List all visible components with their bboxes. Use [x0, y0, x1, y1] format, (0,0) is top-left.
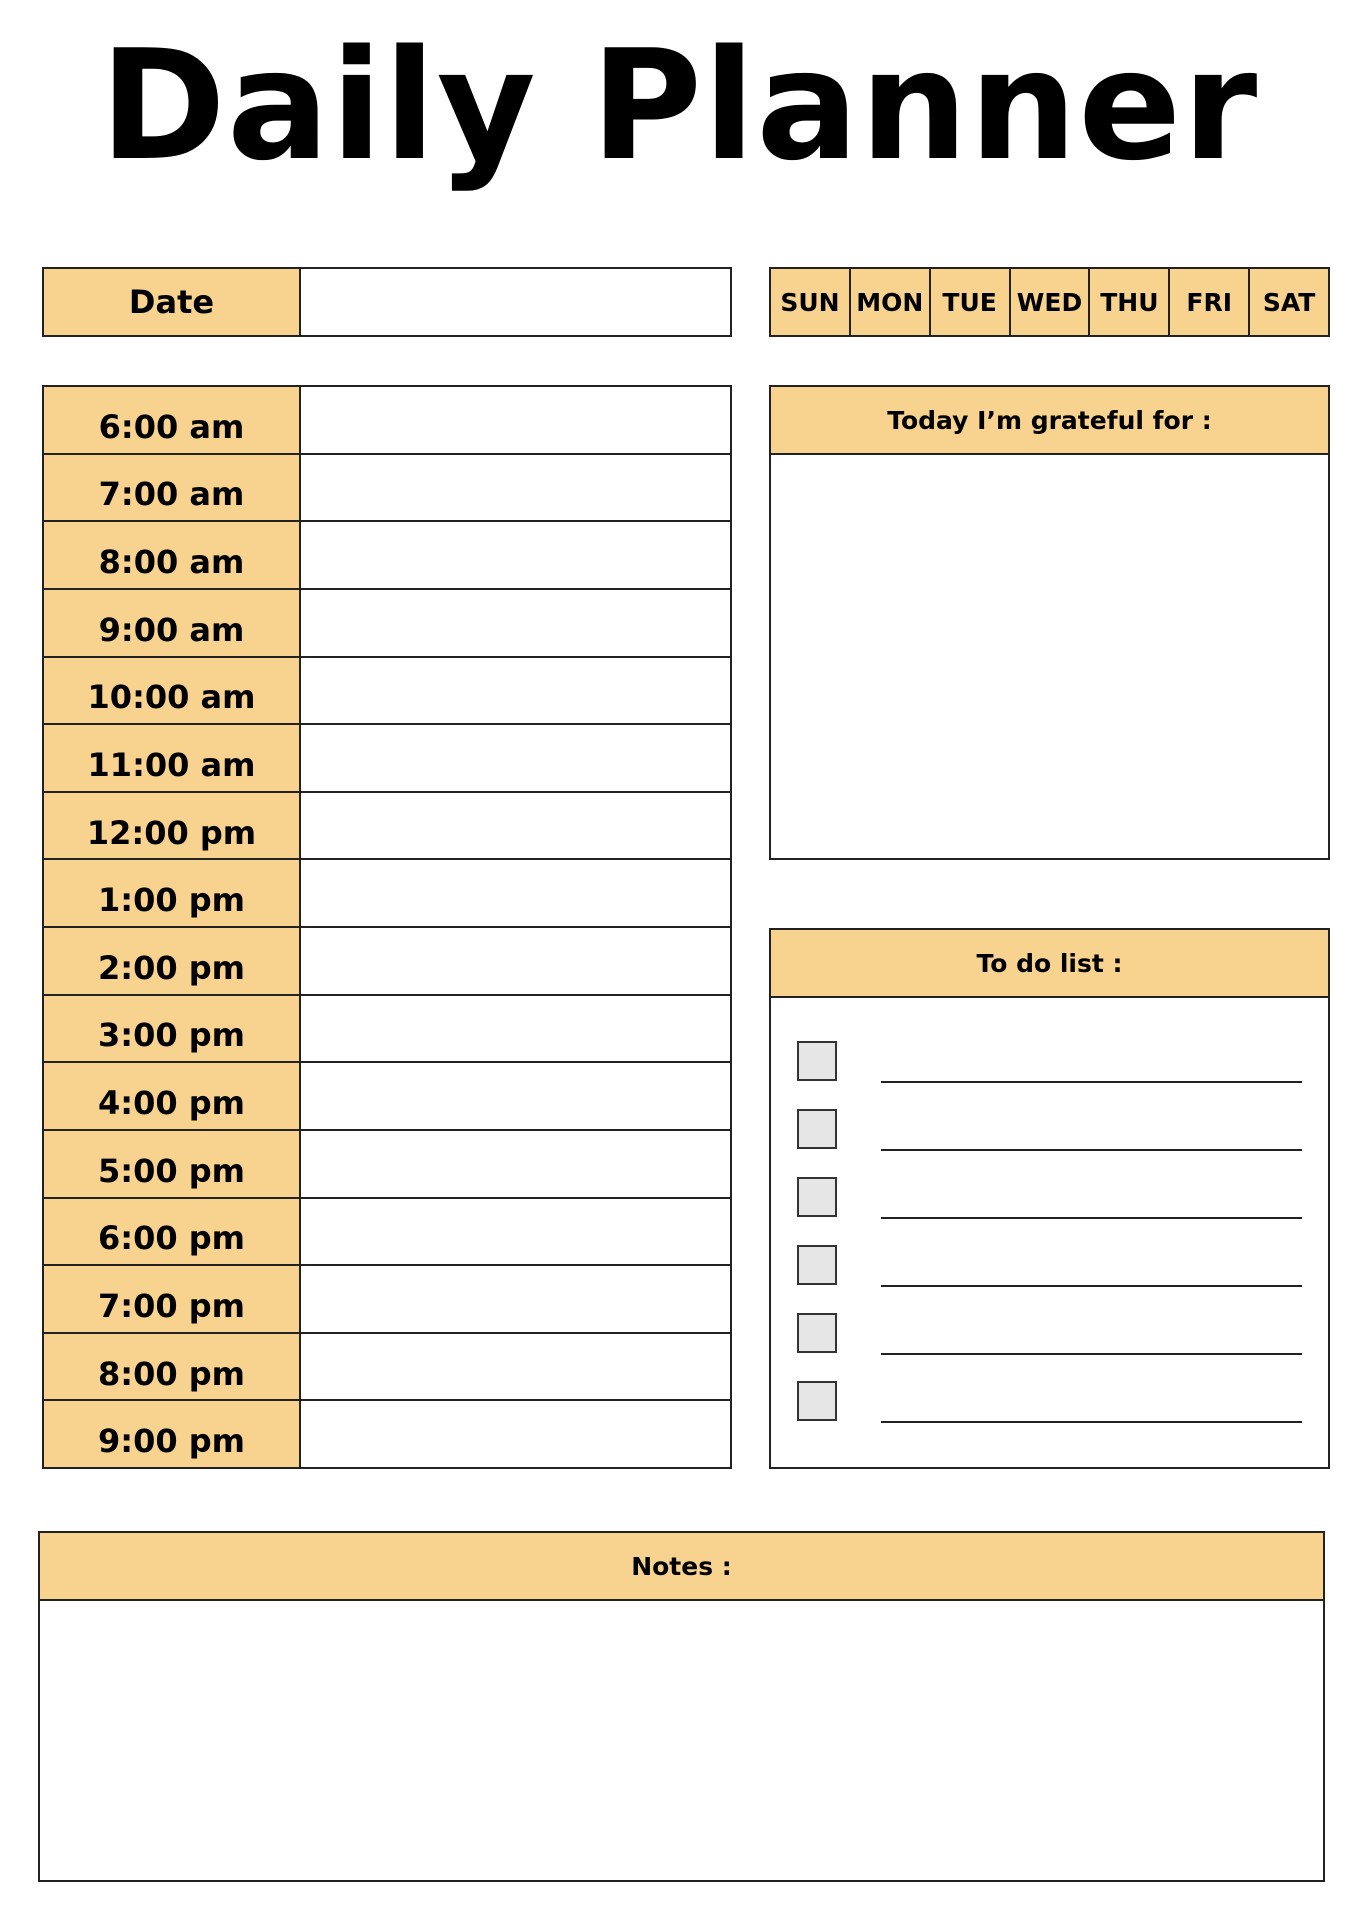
time-label: 11:00 am [44, 725, 301, 791]
schedule-entry[interactable] [301, 1334, 730, 1400]
weekday-mon[interactable]: MON [851, 269, 931, 335]
schedule-entry[interactable] [301, 928, 730, 994]
schedule-row [44, 1199, 730, 1267]
time-label: 5:00 pm [44, 1131, 301, 1197]
schedule-entry[interactable] [301, 996, 730, 1062]
time-label: 9:00 am [44, 590, 301, 656]
notes-heading: Notes : [40, 1533, 1323, 1601]
schedule-entry[interactable] [301, 860, 730, 926]
todo-checkbox[interactable] [797, 1041, 837, 1081]
schedule-row [44, 793, 730, 861]
todo-checkbox[interactable] [797, 1313, 837, 1353]
weekday-selector [769, 267, 1330, 337]
schedule-row [44, 1334, 730, 1402]
todo-item [771, 1381, 1328, 1425]
todo-text-line[interactable] [881, 1421, 1302, 1423]
todo-section [769, 928, 1330, 1469]
weekday-wed[interactable]: WED [1011, 269, 1091, 335]
time-label: 8:00 am [44, 522, 301, 588]
time-label: 1:00 pm [44, 860, 301, 926]
schedule-row [44, 590, 730, 658]
schedule-row [44, 387, 730, 455]
weekday-tue[interactable]: TUE [931, 269, 1011, 335]
time-label: 4:00 pm [44, 1063, 301, 1129]
todo-checkbox[interactable] [797, 1109, 837, 1149]
time-label: 9:00 pm [44, 1401, 301, 1467]
notes-input[interactable] [40, 1603, 1323, 1880]
grateful-section [769, 385, 1330, 860]
schedule-entry[interactable] [301, 1131, 730, 1197]
schedule-entry[interactable] [301, 522, 730, 588]
date-field [42, 267, 732, 337]
time-label: 12:00 pm [44, 793, 301, 859]
schedule-row [44, 658, 730, 726]
schedule-entry[interactable] [301, 1063, 730, 1129]
time-label: 10:00 am [44, 658, 301, 724]
schedule-entry[interactable] [301, 725, 730, 791]
weekday-thu[interactable]: THU [1090, 269, 1170, 335]
time-label: 7:00 am [44, 455, 301, 521]
grateful-input[interactable] [771, 457, 1328, 858]
todo-item [771, 1313, 1328, 1357]
notes-section [38, 1531, 1325, 1882]
schedule-entry[interactable] [301, 455, 730, 521]
todo-item [771, 1177, 1328, 1221]
todo-item [771, 1245, 1328, 1289]
date-input[interactable] [301, 269, 730, 335]
hourly-schedule [42, 385, 732, 1469]
schedule-row [44, 1266, 730, 1334]
time-label: 3:00 pm [44, 996, 301, 1062]
schedule-row [44, 996, 730, 1064]
schedule-entry[interactable] [301, 1199, 730, 1265]
todo-item [771, 1109, 1328, 1153]
todo-text-line[interactable] [881, 1285, 1302, 1287]
todo-heading: To do list : [771, 930, 1328, 998]
schedule-entry[interactable] [301, 1401, 730, 1467]
todo-checkbox[interactable] [797, 1381, 837, 1421]
schedule-entry[interactable] [301, 590, 730, 656]
todo-item [771, 1041, 1328, 1085]
todo-text-line[interactable] [881, 1081, 1302, 1083]
schedule-entry[interactable] [301, 387, 730, 453]
todo-text-line[interactable] [881, 1353, 1302, 1355]
todo-text-line[interactable] [881, 1217, 1302, 1219]
schedule-row [44, 860, 730, 928]
schedule-entry[interactable] [301, 658, 730, 724]
todo-checkbox[interactable] [797, 1177, 837, 1217]
page-title: Daily Planner [99, 17, 1259, 194]
time-label: 7:00 pm [44, 1266, 301, 1332]
time-label: 6:00 pm [44, 1199, 301, 1265]
schedule-row [44, 1131, 730, 1199]
grateful-heading: Today I’m grateful for : [771, 387, 1328, 455]
date-label: Date [44, 269, 301, 335]
weekday-fri[interactable]: FRI [1170, 269, 1250, 335]
todo-checkbox[interactable] [797, 1245, 837, 1285]
time-label: 8:00 pm [44, 1334, 301, 1400]
schedule-entry[interactable] [301, 793, 730, 859]
schedule-row [44, 928, 730, 996]
schedule-row [44, 522, 730, 590]
weekday-sat[interactable]: SAT [1250, 269, 1328, 335]
schedule-row [44, 725, 730, 793]
schedule-entry[interactable] [301, 1266, 730, 1332]
todo-text-line[interactable] [881, 1149, 1302, 1151]
schedule-row [44, 455, 730, 523]
time-label: 2:00 pm [44, 928, 301, 994]
weekday-sun[interactable]: SUN [771, 269, 851, 335]
schedule-row [44, 1401, 730, 1467]
schedule-row [44, 1063, 730, 1131]
time-label: 6:00 am [44, 387, 301, 453]
